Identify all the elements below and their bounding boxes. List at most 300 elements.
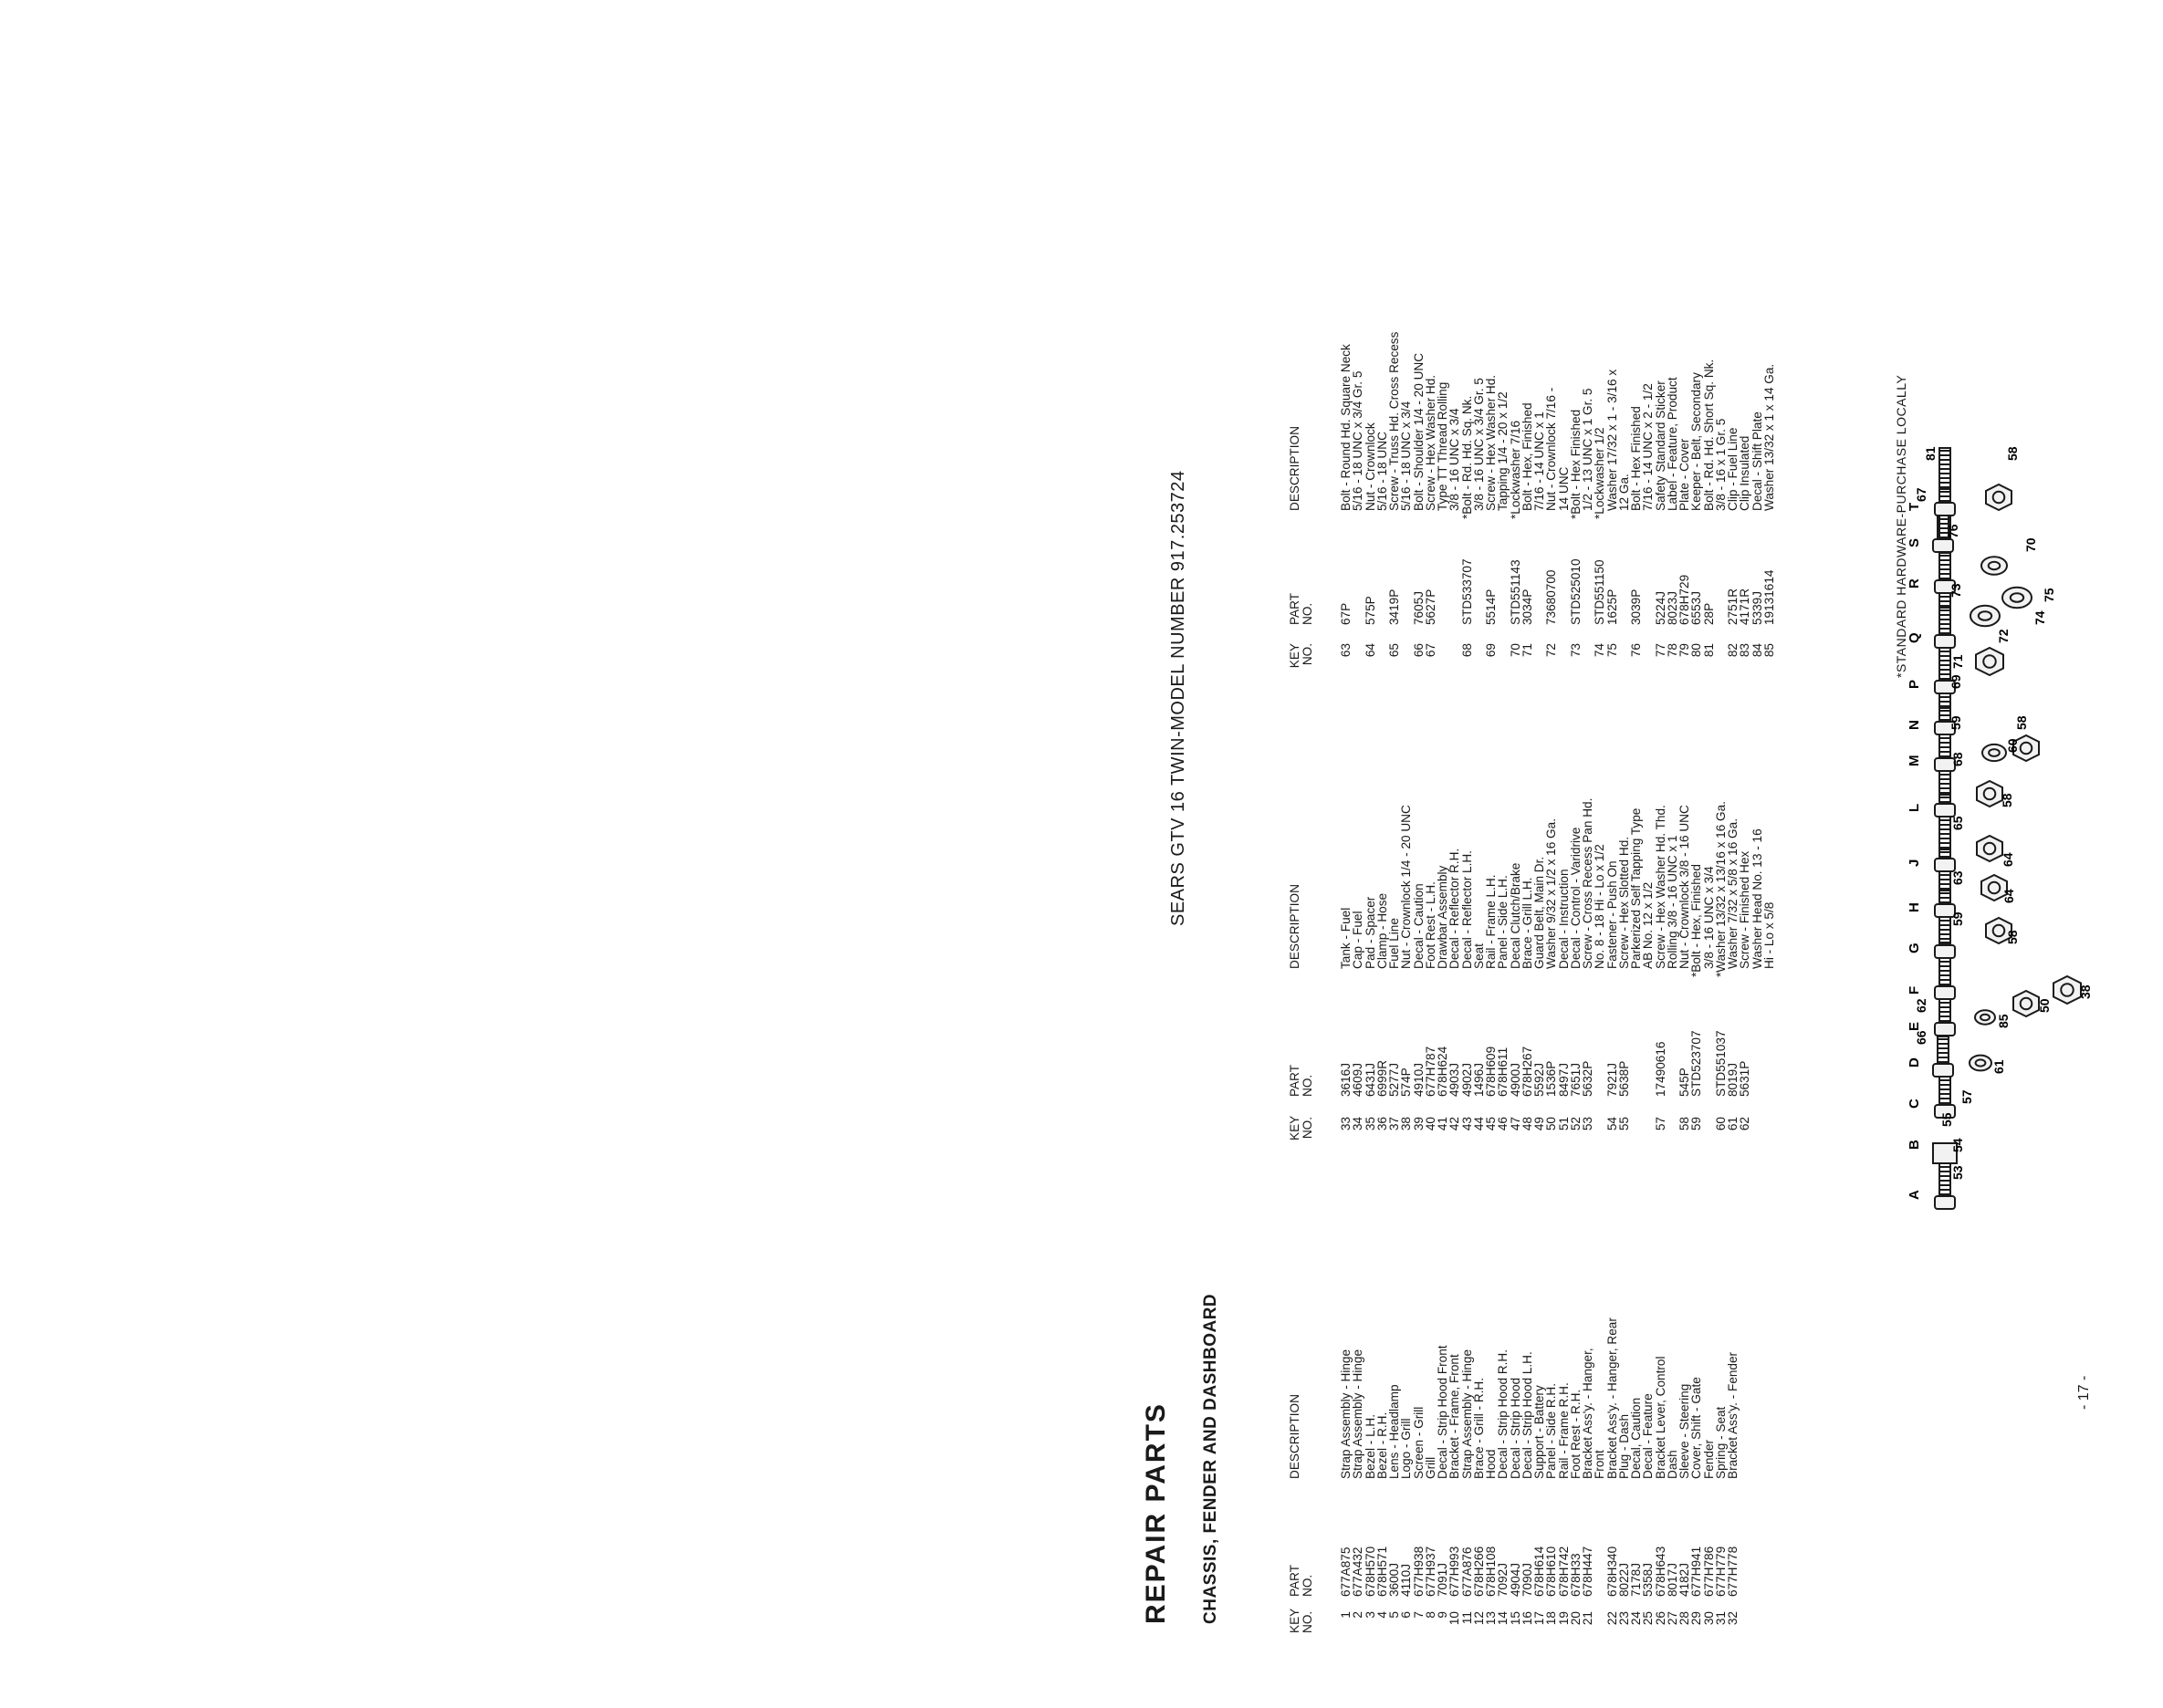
part-no-cell: 5358J	[1641, 1562, 1656, 1597]
description-cell	[1437, 648, 1448, 969]
standard-hardware-marker: *	[1568, 514, 1583, 519]
diagram-callout-number: 58	[2005, 930, 2020, 944]
key-no-cell	[1715, 625, 1727, 671]
standard-hardware-marker: *	[1593, 514, 1607, 519]
description-cell	[1340, 137, 1352, 511]
description-cell	[1630, 137, 1642, 511]
key-no-cell: 43	[1459, 1117, 1474, 1131]
part-no-cell: 678H266	[1471, 1546, 1486, 1597]
description-header-label: DESCRIPTION	[1288, 426, 1301, 511]
part-no-cell	[1473, 511, 1485, 625]
key-header-line2: NO.	[1301, 643, 1314, 666]
description-cell	[1510, 1195, 1521, 1479]
description-cell	[1388, 137, 1400, 511]
description-text: Decal - Instruction	[1556, 869, 1571, 969]
part-no-cell: 5638P	[1616, 1060, 1631, 1097]
description-text: Screw - Hex Washer Hd.	[1423, 374, 1437, 511]
part-no-cell: 3616J	[1339, 1062, 1353, 1097]
part-no-cell: 8023J	[1665, 590, 1679, 625]
key-no-cell: 17	[1532, 1611, 1546, 1626]
part-no-cell: 5631P	[1738, 1060, 1752, 1097]
table-row	[1703, 1195, 1715, 1633]
table-row	[1473, 1195, 1485, 1633]
description-cell	[1400, 137, 1412, 511]
page-title: REPAIR PARTS	[1141, 1402, 1171, 1624]
key-no-cell: 57	[1653, 1117, 1667, 1131]
description-text: Decal - Strip Hood L.H.	[1520, 1351, 1534, 1479]
description-text: Bracket - Frame, Front	[1447, 1354, 1462, 1479]
description-text: No. 8 - 18 Hi - Lo x 1/2	[1593, 844, 1607, 969]
part-no-cell	[1594, 1479, 1605, 1597]
table-row	[1690, 137, 1702, 671]
description-text: AB No. 12 x 1/2	[1641, 881, 1656, 969]
part-no-cell	[1642, 511, 1654, 625]
description-cell	[1485, 648, 1497, 969]
diagram-callout-number: 38	[2078, 984, 2093, 999]
part-no-cell: 678H33	[1568, 1553, 1583, 1597]
table-row	[1352, 648, 1364, 1140]
description-cell	[1473, 1195, 1485, 1479]
table-row	[1630, 648, 1642, 1140]
key-no-cell: 55	[1616, 1117, 1631, 1131]
parts-table-1	[1289, 1195, 1739, 1633]
table-row	[1510, 137, 1521, 671]
part-no-cell: 3419P	[1387, 588, 1401, 625]
description-text: Fastener - Push On	[1604, 860, 1619, 969]
diagram-letter: G	[1907, 943, 1922, 953]
description-cell	[1364, 137, 1376, 511]
description-text: Hi - Lo x 5/8	[1761, 901, 1776, 969]
key-no-cell	[1751, 1097, 1763, 1140]
part-no-cell: 678H108	[1484, 1546, 1498, 1597]
table-row	[1364, 648, 1376, 1140]
key-no-cell	[1703, 1097, 1715, 1140]
table-row	[1570, 137, 1582, 671]
diagram-letter: R	[1907, 578, 1922, 588]
part-header	[1288, 511, 1314, 625]
part-no-cell	[1642, 969, 1654, 1097]
part-no-cell: 6431J	[1363, 1062, 1377, 1097]
part-no-cell: 5514P	[1484, 588, 1498, 625]
description-text: Cover, Shift - Gate	[1689, 1377, 1704, 1479]
description-text: Fuel Line	[1387, 918, 1401, 969]
part-no-cell: 5627P	[1423, 588, 1437, 625]
description-text: Bracket Ass'y. - Hanger, Rear	[1604, 1317, 1619, 1479]
key-no-cell: 9	[1436, 1611, 1449, 1619]
table-row	[1388, 137, 1400, 671]
bolt-q-head	[1935, 635, 1955, 648]
description-text: Washer 9/32 x 1/2 x 16 Ga.	[1544, 818, 1559, 969]
part-no-cell: STD551037	[1713, 1030, 1728, 1097]
key-no-cell: 25	[1641, 1611, 1656, 1626]
table-row	[1340, 137, 1352, 671]
key-no-cell: 39	[1411, 1117, 1426, 1131]
description-text: Keeper - Belt, Secondary	[1689, 372, 1704, 511]
table-row	[1485, 1195, 1497, 1633]
table-row	[1570, 648, 1582, 1140]
description-cell	[1497, 137, 1509, 511]
part-no-cell: 7651J	[1568, 1062, 1583, 1097]
description-cell	[1508, 137, 1522, 519]
table-row	[1667, 137, 1678, 671]
key-no-cell: 73	[1568, 643, 1583, 658]
key-no-cell: 22	[1604, 1611, 1619, 1626]
key-no-cell: 3	[1363, 1611, 1377, 1619]
table-row	[1533, 1195, 1545, 1633]
washer-61	[1970, 1056, 1991, 1071]
description-cell	[1667, 1195, 1678, 1479]
key-no-cell	[1376, 625, 1388, 671]
description-cell	[1340, 648, 1352, 969]
description-text: Hood	[1484, 1449, 1498, 1479]
table-header	[1289, 648, 1340, 1140]
description-text: Washer 17/32 x 1 - 3/16 x	[1604, 369, 1619, 511]
key-no-cell	[1352, 625, 1364, 671]
part-no-cell: 678H742	[1556, 1546, 1571, 1597]
nut-38	[2053, 976, 2081, 1004]
table-row	[1485, 137, 1497, 671]
key-no-cell	[1437, 625, 1448, 671]
table-row	[1606, 137, 1618, 671]
description-text: Washer Head No. 13 - 16	[1750, 828, 1764, 969]
part-no-cell	[1376, 511, 1388, 625]
description-cell	[1461, 648, 1473, 969]
table-row	[1618, 137, 1630, 671]
diagram-letter: L	[1907, 803, 1922, 812]
key-no-cell: 24	[1629, 1611, 1643, 1626]
description-text: 3/8 - 16 UNC x 3/4	[1447, 408, 1462, 511]
table-row	[1413, 137, 1425, 671]
table-row	[1558, 137, 1570, 671]
description-cell	[1510, 648, 1521, 969]
table-row	[1510, 648, 1521, 1140]
key-no-cell: 84	[1750, 643, 1764, 658]
key-no-cell: 83	[1738, 643, 1752, 658]
key-no-cell: 29	[1689, 1611, 1704, 1626]
diagram-letter: F	[1907, 985, 1922, 995]
description-text: Decal - Reflector L.H.	[1459, 850, 1474, 969]
table-row	[1655, 137, 1667, 671]
description-cell	[1618, 648, 1630, 969]
description-cell	[1582, 137, 1594, 511]
table-row	[1413, 1195, 1425, 1633]
table-row	[1582, 648, 1594, 1140]
part-header-line1: PART	[1288, 593, 1301, 625]
description-cell	[1727, 1195, 1739, 1479]
description-cell	[1727, 137, 1739, 511]
description-text: Screw - Hex Slotted Hd.	[1616, 836, 1631, 969]
description-text: Foot Rest - L.H.	[1423, 881, 1437, 969]
table-row	[1763, 648, 1775, 1140]
key-no-cell: 19	[1556, 1611, 1571, 1626]
description-text: Bracket Ass'y. - Hanger,	[1581, 1348, 1594, 1479]
table-row	[1425, 137, 1437, 671]
model-title: SEARS GTV 16 TWIN-MODEL NUMBER 917.253724	[1168, 470, 1188, 926]
description-cell	[1485, 137, 1497, 511]
description-cell	[1413, 1195, 1425, 1479]
part-no-cell: 677H779	[1713, 1546, 1728, 1597]
diagram-callout-number: 71	[1950, 654, 1965, 669]
key-no-cell: 54	[1604, 1117, 1619, 1131]
diagram-callout-number: 50	[2037, 998, 2052, 1013]
key-no-cell: 20	[1568, 1611, 1583, 1626]
part-no-cell: 678H643	[1653, 1546, 1667, 1597]
description-text: 12 Ga.	[1616, 474, 1631, 511]
description-text: 7/16 - 14 UNC x 2 - 1/2	[1641, 383, 1656, 511]
key-no-cell: 47	[1508, 1117, 1522, 1131]
description-text: Bolt - Hex Finished	[1568, 409, 1583, 515]
description-text: Decal - Caution	[1411, 883, 1426, 969]
table-row	[1594, 648, 1605, 1140]
part-no-cell: 677A432	[1351, 1547, 1365, 1597]
description-text: Drawbar Assembly	[1436, 865, 1449, 969]
description-cell	[1485, 1195, 1497, 1479]
part-no-cell: 678H340	[1604, 1546, 1619, 1597]
part-no-cell	[1558, 511, 1570, 625]
table-row	[1388, 1195, 1400, 1633]
key-no-cell: 27	[1665, 1611, 1679, 1626]
description-cell	[1689, 648, 1704, 977]
description-cell	[1352, 1195, 1364, 1479]
table-row	[1678, 137, 1690, 671]
key-no-cell: 46	[1496, 1117, 1510, 1131]
description-cell	[1437, 1195, 1448, 1479]
part-no-cell: 5277J	[1387, 1062, 1401, 1097]
diagram-callout-number: 65	[1950, 816, 1965, 830]
diagram-callout-number: 55	[1939, 1112, 1954, 1127]
key-no-cell: 34	[1351, 1117, 1365, 1131]
table-row	[1727, 137, 1739, 671]
part-no-cell: 8019J	[1726, 1062, 1740, 1097]
description-text: Bolt - Shoulder 1/4 - 20 UNC	[1411, 352, 1426, 511]
table-row	[1388, 648, 1400, 1140]
table-row	[1642, 1195, 1654, 1633]
key-no-cell: 64	[1363, 643, 1377, 658]
description-cell	[1690, 137, 1702, 511]
description-cell	[1606, 648, 1618, 969]
part-no-cell	[1751, 969, 1763, 1097]
key-header-line1: KEY	[1288, 1115, 1301, 1140]
description-text: Bezel - L.H.	[1363, 1413, 1377, 1479]
description-text: Nut - Crownlock	[1363, 422, 1377, 511]
diagram-letter: Q	[1907, 632, 1922, 643]
table-row	[1413, 648, 1425, 1140]
hardware-diagram-group	[1907, 446, 2093, 1209]
description-text: 3/8 - 16 x 1 Gr. 5	[1713, 418, 1728, 511]
description-text: Decal - Strip Hood Front	[1436, 1345, 1449, 1479]
description-cell	[1376, 1195, 1388, 1479]
part-no-cell: 4182J	[1677, 1562, 1691, 1597]
table-row	[1690, 648, 1702, 1140]
table-row	[1763, 137, 1775, 671]
description-text: Screw - Cross Recess Pan Hd.	[1581, 797, 1594, 969]
description-text: Tank - Fuel	[1339, 907, 1353, 969]
description-cell	[1425, 648, 1437, 969]
description-cell	[1558, 1195, 1570, 1479]
diagram-letter: A	[1907, 1190, 1922, 1200]
key-no-cell: 52	[1568, 1117, 1583, 1131]
washer-85	[1975, 1010, 1995, 1024]
table-row	[1473, 137, 1485, 671]
table-row	[1667, 648, 1678, 1140]
description-text: Parkerized Self Tapping Type	[1629, 807, 1643, 969]
description-text: Type TT Thread Rolling	[1436, 381, 1449, 511]
part-no-cell	[1594, 969, 1605, 1097]
description-text: Screw - Hex Washer Hd.	[1484, 374, 1498, 511]
key-no-cell	[1473, 625, 1485, 671]
part-no-cell: 677H938	[1411, 1546, 1426, 1597]
diagram-letter: N	[1907, 720, 1922, 730]
bolt-j-head	[1935, 859, 1955, 871]
description-text: Screen - Grill	[1411, 1406, 1426, 1479]
diagram-letter: T	[1907, 502, 1922, 511]
table-row	[1630, 1195, 1642, 1633]
part-no-cell: 5224J	[1653, 590, 1667, 625]
description-text: Strap Assembly - Hinge	[1339, 1349, 1353, 1479]
table-row	[1497, 137, 1509, 671]
key-no-cell: 5	[1387, 1611, 1401, 1619]
key-no-cell: 8	[1423, 1611, 1437, 1619]
table-row	[1642, 648, 1654, 1140]
description-text: Bolt - Hex, Finished	[1520, 402, 1534, 511]
table-row	[1545, 1195, 1557, 1633]
key-no-cell: 66	[1411, 643, 1426, 658]
diagram-callout-number: 57	[1959, 1089, 1974, 1104]
description-cell	[1473, 648, 1485, 969]
key-header-line2: NO.	[1301, 1610, 1314, 1633]
table-row	[1606, 648, 1618, 1140]
diagram-callout-number: 62	[1914, 998, 1928, 1013]
parts-table-3	[1289, 137, 1775, 671]
screw-d-shank	[1938, 1036, 1949, 1064]
description-text: Seat	[1471, 943, 1486, 969]
part-no-cell: 678H609	[1484, 1046, 1498, 1097]
washer-75	[2002, 588, 2032, 608]
table-row	[1739, 137, 1750, 671]
table-row	[1521, 137, 1533, 671]
description-text: Clip Insulated	[1738, 435, 1752, 511]
part-no-cell	[1352, 511, 1364, 625]
part-no-cell: 574P	[1399, 1068, 1414, 1097]
part-no-cell	[1400, 511, 1412, 625]
description-text: Decal Clutch/Brake	[1508, 862, 1522, 969]
description-text: Bolt - Hex Finished	[1629, 406, 1643, 511]
table-row	[1352, 1195, 1364, 1633]
part-no-cell: 678H570	[1363, 1546, 1377, 1597]
table-row	[1715, 648, 1727, 1140]
part-no-cell: 67P	[1339, 602, 1353, 625]
table-row	[1376, 1195, 1388, 1633]
table-body	[1340, 648, 1775, 1140]
description-text: Logo - Grill	[1399, 1418, 1414, 1479]
part-no-cell: 19131614	[1761, 569, 1776, 625]
description-cell	[1425, 1195, 1437, 1479]
diagram-callout-number: 58	[2000, 793, 2014, 807]
table-row	[1727, 1195, 1739, 1633]
key-no-cell: 78	[1665, 643, 1679, 658]
description-text: Cap - Fuel	[1351, 911, 1365, 969]
washer-60	[1982, 745, 2006, 761]
key-no-cell: 1	[1339, 1611, 1353, 1619]
key-no-cell: 79	[1677, 643, 1691, 658]
description-text: Screw - Finished Hex	[1738, 850, 1752, 969]
table-row	[1655, 648, 1667, 1140]
table-row	[1690, 1195, 1702, 1633]
diagram-callout-number: 58	[2005, 446, 2020, 461]
table-row	[1364, 137, 1376, 671]
key-no-cell: 13	[1484, 1611, 1498, 1626]
diagram-callout-number: 85	[1996, 1014, 2011, 1028]
parts-table-2	[1289, 648, 1775, 1140]
description-text: Foot Rest - R.H.	[1568, 1389, 1583, 1479]
table-row	[1618, 1195, 1630, 1633]
table-row	[1545, 137, 1557, 671]
key-no-cell: 18	[1544, 1611, 1559, 1626]
description-text: Bolt - Rd. Hd. Short Sq. Nk.	[1701, 359, 1716, 511]
table-row	[1582, 1195, 1594, 1633]
part-no-cell	[1667, 969, 1678, 1097]
diagram-callout-number: 74	[2032, 610, 2047, 625]
description-cell	[1533, 1195, 1545, 1479]
standard-hardware-marker: *	[1689, 972, 1704, 977]
description-text: Bracket Ass'y. - Fender	[1726, 1351, 1740, 1479]
nut-58d	[1986, 484, 2011, 510]
nut-50	[2013, 991, 2039, 1016]
table-row	[1437, 1195, 1448, 1633]
nut-64b	[1977, 836, 2002, 861]
hardware-diagram	[1898, 132, 2136, 1227]
diagram-callout-number: 70	[2023, 537, 2038, 552]
key-no-cell: 69	[1484, 643, 1498, 658]
key-no-cell	[1448, 625, 1460, 671]
description-text: 5/16 - 18 UNC x 3/4 Gr. 5	[1351, 370, 1365, 511]
description-header	[1289, 1195, 1301, 1479]
description-text: 5/16 - 18 UNC	[1374, 432, 1389, 511]
part-no-cell: 678H624	[1436, 1046, 1449, 1097]
key-no-cell: 59	[1689, 1117, 1704, 1131]
table-row	[1425, 648, 1437, 1140]
description-cell	[1582, 648, 1594, 969]
description-cell	[1473, 137, 1485, 511]
key-no-cell: 7	[1411, 1611, 1426, 1619]
key-no-cell	[1642, 625, 1654, 671]
key-no-cell: 23	[1616, 1611, 1631, 1626]
key-no-cell	[1667, 1097, 1678, 1140]
part-no-cell: 677H993	[1447, 1546, 1462, 1597]
table-row	[1618, 648, 1630, 1140]
description-cell	[1715, 1195, 1727, 1479]
bolt-l-head	[1935, 804, 1955, 817]
page-number: - 17 -	[2076, 1375, 2092, 1410]
description-cell	[1690, 1195, 1702, 1479]
part-no-cell: 678H614	[1532, 1546, 1546, 1597]
description-cell	[1763, 137, 1775, 511]
key-no-cell	[1594, 1597, 1605, 1633]
description-cell	[1400, 1195, 1412, 1479]
description-cell	[1703, 1195, 1715, 1479]
part-no-cell: 678H571	[1374, 1546, 1389, 1597]
part-header-line2: NO.	[1301, 1574, 1314, 1597]
description-cell	[1545, 137, 1557, 511]
standard-hardware-marker: *	[1459, 514, 1474, 519]
table-row	[1352, 137, 1364, 671]
key-no-cell: 51	[1556, 1117, 1571, 1131]
key-no-cell: 74	[1593, 643, 1607, 658]
diagram-letter: B	[1907, 1140, 1922, 1150]
part-no-cell: 3039P	[1629, 588, 1643, 625]
table-row	[1678, 648, 1690, 1140]
diagram-callout-number: 81	[1923, 446, 1938, 461]
